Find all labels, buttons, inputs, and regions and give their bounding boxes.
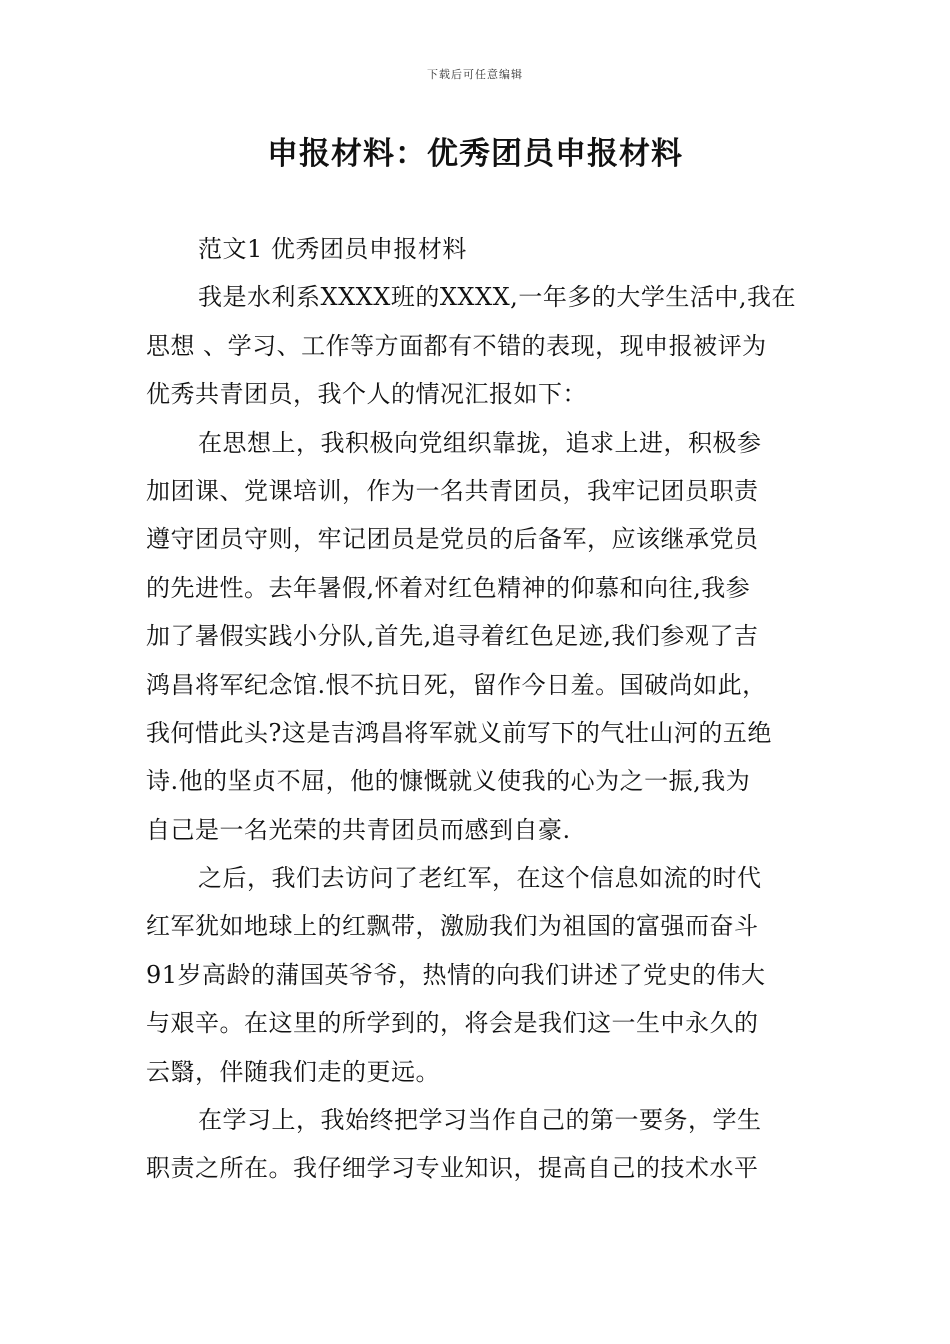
document-title: 申报材料：优秀团员申报材料 [267,136,683,172]
paragraph-line: 加了暑假实践小分队,首先,追寻着红色足迹,我们参观了吉 [146,622,759,651]
paragraph-line: 在思想上，我积极向党组织靠拢，追求上进，积极参 [198,428,762,457]
paragraph-line: 与艰辛。在这里的所学到的，将会是我们这一生中永久的 [146,1009,759,1038]
paragraph-line: 红军犹如地球上的红飘带，激励我们为祖国的富强而奋斗 [146,912,759,941]
paragraph-line: 鸿昌将军纪念馆.恨不抗日死，留作今日羞。国破尚如此， [146,670,767,699]
paragraph-line: 的先进性。去年暑假,怀着对红色精神的仰慕和向往,我参 [146,573,751,602]
paragraph-line: 在学习上，我始终把学习当作自己的第一要务，学生 [198,1106,762,1135]
paragraph-line: 之后，我们去访问了老红军，在这个信息如流的时代 [198,864,762,893]
paragraph-line: 优秀共青团员，我个人的情况汇报如下： [146,380,587,409]
paragraph-line: 思想 、学习、工作等方面都有不错的表现，现申报被评为 [146,331,767,360]
paragraph-line: 加团课、党课培训，作为一名共青团员，我牢记团员职责 [146,476,759,505]
paragraph-line: 云翳，伴随我们走的更远。 [146,1057,440,1086]
document-body [146,230,808,1198]
paragraph-line: 91岁高龄的蒲国英爷爷，热情的向我们讲述了党史的伟大 [146,960,766,989]
paragraph-line: 自己是一名光荣的共青团员而感到自豪. [146,815,571,844]
paragraph-line: 诗.他的坚贞不屈，他的慷慨就义使我的心为之一振,我为 [146,767,751,796]
section-heading: 范文1 优秀团员申报材料 [198,235,467,263]
paragraph-line: 我何惜此头?这是吉鸿昌将军就义前写下的气壮山河的五绝 [146,718,772,747]
header-note: 下载后可任意编辑 [427,68,523,81]
paragraph-line: 我是水利系XXXX班的XXXX,一年多的大学生活中,我在 [198,283,796,312]
paragraph-line: 职责之所在。我仔细学习专业知识，提高自己的技术水平 [146,1154,759,1183]
paragraph-line: 遵守团员守则，牢记团员是党员的后备军，应该继承党员 [146,525,759,554]
